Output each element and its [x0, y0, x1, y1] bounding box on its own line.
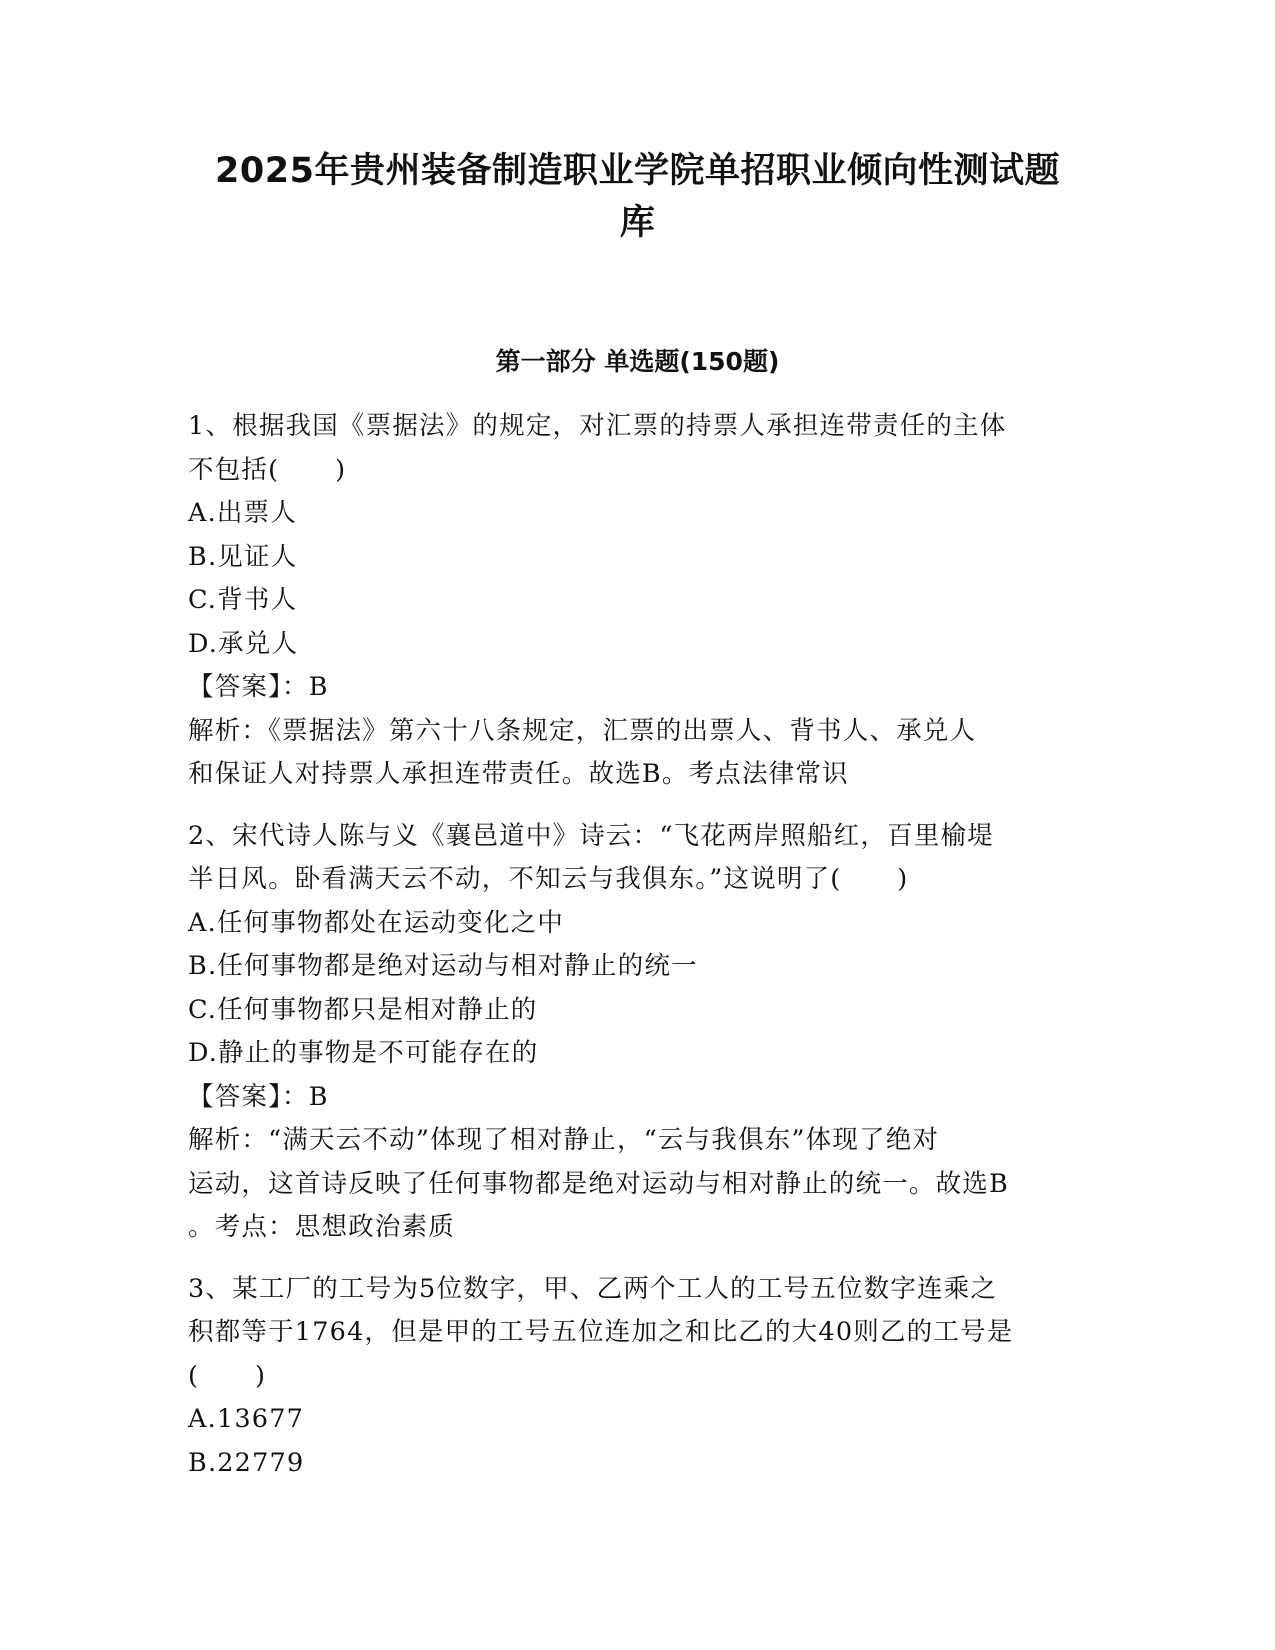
option-a: A.任何事物都处在运动变化之中: [188, 907, 565, 938]
analysis-line: 运动，这首诗反映了任何事物都是绝对运动与相对静止的统一。故选B: [188, 1168, 1009, 1199]
option-b: B.22779: [188, 1447, 305, 1478]
question-3: [188, 1268, 1088, 1486]
question-2: [188, 815, 1088, 1250]
answer-line: 【答案】：B: [188, 1081, 329, 1112]
title-line-1: 2025年贵州装备制造职业学院单招职业倾向性测试题: [215, 151, 1060, 191]
option-b: B.任何事物都是绝对运动与相对静止的统一: [188, 951, 698, 981]
analysis-line: 。考点：思想政治素质: [188, 1212, 456, 1242]
question-stem-line: 半日风。卧看满天云不动，不知云与我俱东。”这说明了( ): [188, 864, 909, 894]
question-stem-line: 2、宋代诗人陈与义《襄邑道中》诗云：“飞花两岸照船红，百里榆堤: [188, 820, 994, 851]
answer-line: 【答案】：B: [188, 672, 329, 702]
option-c: C.任何事物都只是相对静止的: [188, 994, 538, 1025]
option-b: B.见证人: [188, 541, 298, 572]
analysis-line: 解析：“满天云不动”体现了相对静止，“云与我俱东”体现了绝对: [188, 1125, 940, 1155]
option-d: D.静止的事物是不可能存在的: [188, 1038, 539, 1068]
analysis-line: 解析：《票据法》第六十八条规定，汇票的出票人、背书人、承兑人: [188, 715, 977, 746]
analysis-line: 和保证人对持票人承担连带责任。故选B。考点法律常识: [188, 759, 849, 789]
document-title: [160, 145, 1115, 249]
question-stem-line: 不包括( ): [188, 454, 347, 485]
option-d: D.承兑人: [188, 628, 299, 659]
question-list: [188, 405, 1088, 1503]
option-c: C.背书人: [188, 585, 298, 615]
question-1: [188, 405, 1088, 797]
option-a: A.出票人: [188, 498, 298, 528]
question-stem-line: 1、根据我国《票据法》的规定，对汇票的持票人承担连带责任的主体: [188, 411, 1007, 441]
section-heading: 第一部分 单选题(150题): [495, 347, 780, 376]
title-line-2: 库: [619, 203, 656, 243]
option-a: A.13677: [188, 1404, 305, 1434]
question-stem-line: 积都等于1764，但是甲的工号五位连加之和比乙的大40则乙的工号是: [188, 1317, 1014, 1347]
question-stem-line: ( ): [188, 1360, 267, 1391]
question-stem-line: 3、某工厂的工号为5位数字，甲、乙两个工人的工号五位数字连乘之: [188, 1273, 998, 1304]
